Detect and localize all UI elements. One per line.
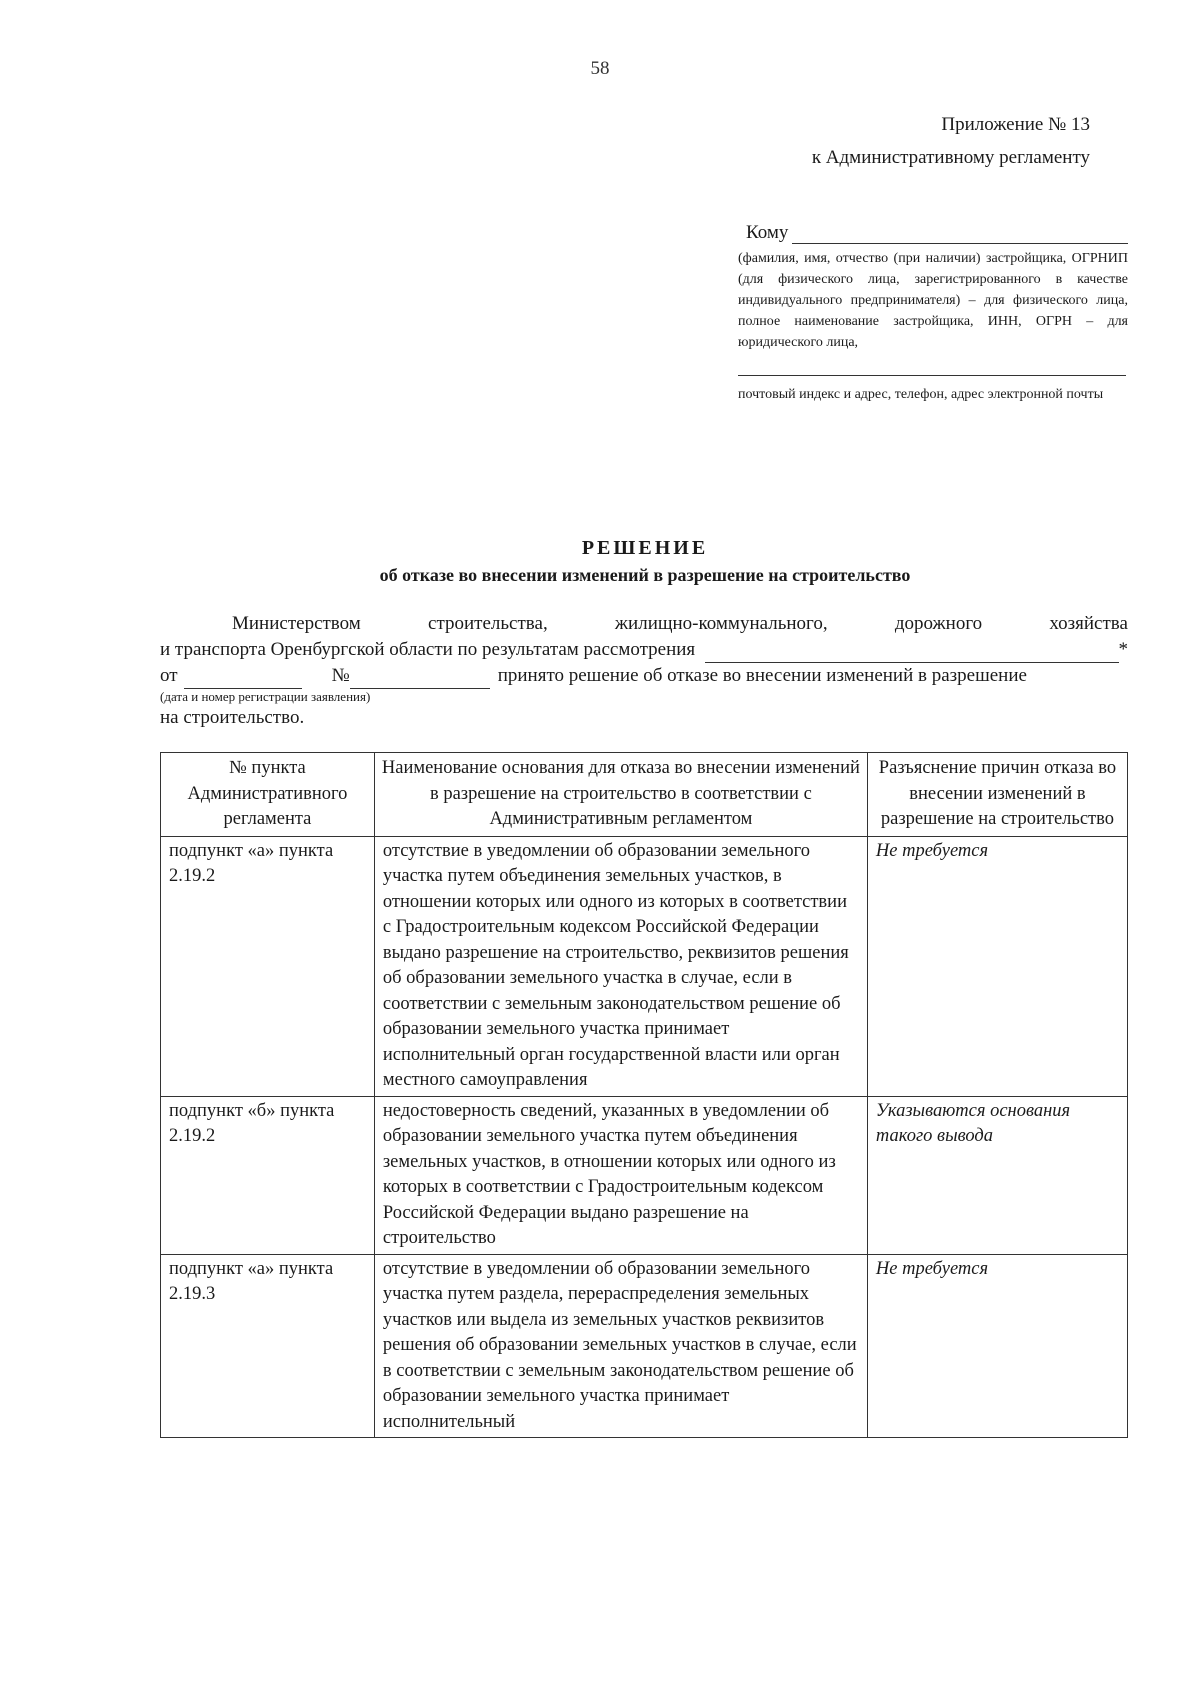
paragraph-line-4: на строительство.	[160, 707, 305, 728]
row-1-explanation: Не требуется	[867, 836, 1127, 1096]
document-title: РЕШЕНИЕ	[581, 537, 709, 559]
header-explanation: Разъяснение причин отказа во внесении изменений в разрешение на строительство	[867, 753, 1127, 837]
refusal-reasons-table	[160, 752, 1128, 1438]
paragraph-line-2	[160, 637, 1128, 663]
row-1-reason: отсутствие в уведомлении об образовании земельного участка путем объединения земельных участков, в отношении которых или одного из которых в соответствии с Градостроительным кодексом Российской Федерации выдано разрешение на строительство, реквизитов решения об образовании земельного участка в случае, если в соответствии с земельным законодательством решение об образовании земельного участка принимает исполнительный орган государственной власти или орган местного самоуправления	[374, 836, 867, 1096]
appendix-header	[812, 108, 1090, 174]
paragraph-line-3-text: принято решение об отказе во внесении изменений в разрешение	[497, 665, 1027, 686]
registration-note: (дата и номер регистрации заявления)	[160, 689, 371, 704]
addressee-line	[738, 222, 1128, 244]
paragraph-line-3	[160, 663, 1128, 689]
row-2-point: подпункт «б» пункта 2.19.2	[161, 1096, 375, 1254]
row-3-explanation: Не требуется	[867, 1254, 1127, 1438]
asterisk-mark: *	[1118, 639, 1128, 660]
page-number: 58	[590, 58, 610, 79]
word-2: строительства,	[428, 613, 548, 634]
paragraph-line-1	[160, 611, 1128, 637]
addressee-hint-name: (фамилия, имя, отчество (при наличии) застройщика, ОГРНИП (для физического лица, зарегистрированного в качестве индивидуального предпринимателя) – для физического лица, полное наименование застройщика, ИНН, ОГРН – для юридического лица,	[738, 251, 1128, 350]
word-4: дорожного	[894, 613, 983, 634]
number-blank	[350, 668, 490, 689]
row-2-explanation: Указываются основания такого вывода	[867, 1096, 1127, 1254]
word-1: Министерством	[232, 613, 361, 634]
table-row	[161, 1096, 1128, 1254]
header-point: № пункта Административного регламента	[161, 753, 375, 837]
row-3-point: подпункт «а» пункта 2.19.3	[161, 1254, 375, 1438]
addressee-blank	[792, 225, 1128, 244]
date-blank	[184, 668, 302, 689]
table-header-row	[161, 753, 1128, 837]
paragraph-line-2-text: и транспорта Оренбургской области по результатам рассмотрения	[160, 639, 696, 660]
row-1-point: подпункт «а» пункта 2.19.2	[161, 836, 375, 1096]
word-3: жилищно-коммунального,	[614, 613, 828, 634]
document-subtitle: об отказе во внесении изменений в разрешение на строительство	[379, 565, 911, 585]
table-row	[161, 1254, 1128, 1438]
addressee-block	[738, 222, 1128, 405]
word-5: хозяйства	[1049, 613, 1128, 634]
number-label: №	[331, 665, 350, 686]
from-label: от	[160, 665, 178, 686]
appendix-line-1: Приложение № 13	[941, 114, 1090, 135]
row-2-reason: недостоверность сведений, указанных в уведомлении об образовании земельного участка путем объединения земельных участков, в отношении которых или одного из которых в соответствии с Градостроительным кодексом Российской Федерации выдано разрешение на строительство	[374, 1096, 867, 1254]
decision-paragraph	[160, 611, 1128, 731]
consideration-blank	[705, 642, 1118, 663]
addressee-label: Кому	[746, 222, 789, 243]
table-row	[161, 836, 1128, 1096]
address-blank	[738, 365, 1126, 376]
row-3-reason: отсутствие в уведомлении об образовании земельного участка путем раздела, перераспределения земельных участков или выдела из земельных участков реквизитов решения об образовании земельных участков в случае, если в соответствии с земельным законодательством решение об образовании земельного участка принимает исполнительный	[374, 1254, 867, 1438]
addressee-hint-address: почтовый индекс и адрес, телефон, адрес электронной почты	[738, 387, 1104, 402]
header-reason: Наименование основания для отказа во внесении изменений в разрешение на строительство в соответствии с Административным регламентом	[374, 753, 867, 837]
appendix-line-2: к Административному регламенту	[811, 147, 1090, 168]
